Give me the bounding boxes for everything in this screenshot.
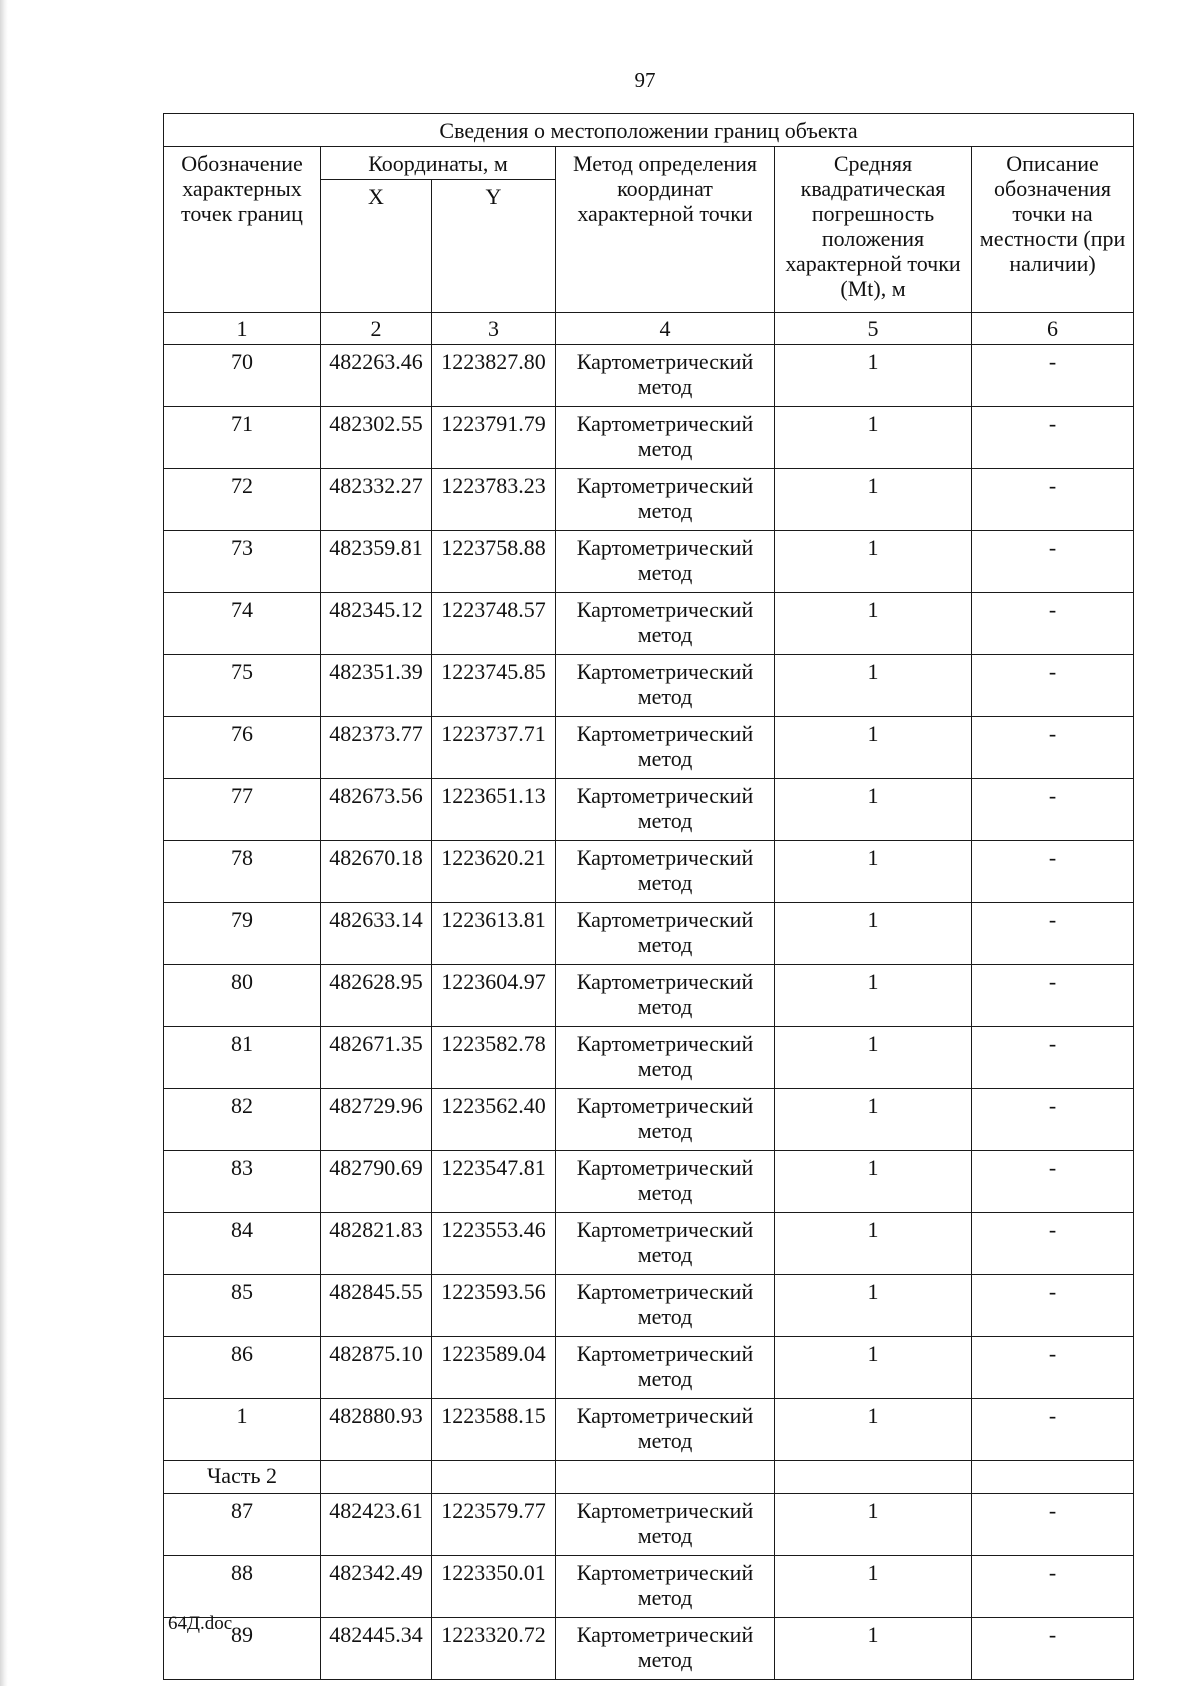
y-coordinate: 1223613.81	[432, 903, 556, 965]
method-line: Картометрический	[576, 845, 754, 870]
method	[556, 469, 775, 531]
method-line: Картометрический	[576, 411, 754, 436]
mean-error: 1	[775, 1556, 972, 1618]
point-number: 71	[164, 407, 321, 469]
x-coordinate: 482359.81	[321, 531, 432, 593]
x-coordinate: 482875.10	[321, 1337, 432, 1399]
table-row	[164, 531, 1134, 593]
header-mean-error: Средняя квадратическая погрешность положения характерной точки (Mt), м	[775, 147, 972, 313]
y-coordinate: 1223320.72	[432, 1618, 556, 1680]
y-coordinate: 1223783.23	[432, 469, 556, 531]
point-number: 85	[164, 1275, 321, 1337]
mean-error: 1	[775, 1399, 972, 1461]
method-line: Картометрический	[576, 535, 754, 560]
page-number: 97	[634, 68, 656, 92]
point-number: 89	[164, 1618, 321, 1680]
empty-cell	[972, 1461, 1134, 1494]
table-row	[164, 1337, 1134, 1399]
table-row	[164, 345, 1134, 407]
x-coordinate: 482302.55	[321, 407, 432, 469]
mean-error: 1	[775, 655, 972, 717]
point-number: 76	[164, 717, 321, 779]
empty-cell	[321, 1461, 432, 1494]
y-coordinate: 1223582.78	[432, 1027, 556, 1089]
header-x: X	[321, 180, 432, 313]
method	[556, 1494, 775, 1556]
method	[556, 1337, 775, 1399]
method	[556, 903, 775, 965]
y-coordinate: 1223758.88	[432, 531, 556, 593]
method-line: метод	[637, 1180, 693, 1205]
method-line: метод	[637, 1118, 693, 1143]
method	[556, 779, 775, 841]
point-number: 77	[164, 779, 321, 841]
x-coordinate: 482790.69	[321, 1151, 432, 1213]
point-description: -	[972, 407, 1134, 469]
method-line: метод	[637, 870, 693, 895]
method-line: Картометрический	[576, 349, 754, 374]
point-description: -	[972, 1027, 1134, 1089]
point-description: -	[972, 469, 1134, 531]
y-coordinate: 1223579.77	[432, 1494, 556, 1556]
point-description: -	[972, 1618, 1134, 1680]
table-row	[164, 1027, 1134, 1089]
point-number: 84	[164, 1213, 321, 1275]
mean-error: 1	[775, 531, 972, 593]
header-y: Y	[432, 180, 556, 313]
point-description: -	[972, 1337, 1134, 1399]
mean-error: 1	[775, 717, 972, 779]
mean-error: 1	[775, 1213, 972, 1275]
x-coordinate: 482342.49	[321, 1556, 432, 1618]
method-line: Картометрический	[576, 721, 754, 746]
x-coordinate: 482671.35	[321, 1027, 432, 1089]
point-number: 72	[164, 469, 321, 531]
method-line: метод	[637, 1366, 693, 1391]
x-coordinate: 482880.93	[321, 1399, 432, 1461]
method-line: Картометрический	[576, 1093, 754, 1118]
point-description: -	[972, 717, 1134, 779]
method	[556, 717, 775, 779]
point-number: 81	[164, 1027, 321, 1089]
point-number: 87	[164, 1494, 321, 1556]
table-body-part1	[164, 345, 1134, 1461]
method	[556, 1151, 775, 1213]
empty-cell	[432, 1461, 556, 1494]
mean-error: 1	[775, 965, 972, 1027]
part-label-row	[164, 1461, 1134, 1494]
method-line: Картометрический	[576, 1155, 754, 1180]
point-description: -	[972, 1089, 1134, 1151]
mean-error: 1	[775, 1089, 972, 1151]
method-line: метод	[637, 808, 693, 833]
y-coordinate: 1223651.13	[432, 779, 556, 841]
x-coordinate: 482633.14	[321, 903, 432, 965]
table-body-part2	[164, 1494, 1134, 1680]
method	[556, 407, 775, 469]
method	[556, 593, 775, 655]
mean-error: 1	[775, 1337, 972, 1399]
method-line: Картометрический	[576, 597, 754, 622]
method	[556, 965, 775, 1027]
y-coordinate: 1223745.85	[432, 655, 556, 717]
x-coordinate: 482845.55	[321, 1275, 432, 1337]
point-number: 78	[164, 841, 321, 903]
x-coordinate: 482628.95	[321, 965, 432, 1027]
scan-edge	[0, 0, 8, 1686]
header-method: Метод определения координат характерной точки	[556, 147, 775, 313]
method-line: метод	[637, 1523, 693, 1548]
table-row	[164, 655, 1134, 717]
method-line: метод	[637, 932, 693, 957]
x-coordinate: 482821.83	[321, 1213, 432, 1275]
method	[556, 1399, 775, 1461]
method-line: Картометрический	[576, 783, 754, 808]
method-line: метод	[637, 374, 693, 399]
point-description: -	[972, 1275, 1134, 1337]
method-line: метод	[637, 746, 693, 771]
point-number: 75	[164, 655, 321, 717]
method-line: Картометрический	[576, 659, 754, 684]
point-number: 83	[164, 1151, 321, 1213]
method-line: Картометрический	[576, 1560, 754, 1585]
table-row	[164, 717, 1134, 779]
method-line: метод	[637, 1056, 693, 1081]
y-coordinate: 1223748.57	[432, 593, 556, 655]
mean-error: 1	[775, 903, 972, 965]
method-line: метод	[637, 1242, 693, 1267]
column-number: 6	[972, 313, 1134, 345]
x-coordinate: 482670.18	[321, 841, 432, 903]
column-number: 1	[164, 313, 321, 345]
method-line: метод	[637, 1304, 693, 1329]
method	[556, 1275, 775, 1337]
header-coordinates: Координаты, м	[321, 147, 556, 180]
method	[556, 841, 775, 903]
point-description: -	[972, 345, 1134, 407]
method-line: Картометрический	[576, 1403, 754, 1428]
method	[556, 1556, 775, 1618]
method-line: Картометрический	[576, 907, 754, 932]
table-row	[164, 469, 1134, 531]
column-number: 2	[321, 313, 432, 345]
method-line: Картометрический	[576, 1217, 754, 1242]
method-line: метод	[637, 1647, 693, 1672]
y-coordinate: 1223553.46	[432, 1213, 556, 1275]
mean-error: 1	[775, 469, 972, 531]
method-line: метод	[637, 560, 693, 585]
point-description: -	[972, 1213, 1134, 1275]
mean-error: 1	[775, 407, 972, 469]
table-row	[164, 1494, 1134, 1556]
mean-error: 1	[775, 345, 972, 407]
x-coordinate: 482263.46	[321, 345, 432, 407]
method	[556, 655, 775, 717]
mean-error: 1	[775, 1618, 972, 1680]
method-line: Картометрический	[576, 1341, 754, 1366]
method-line: метод	[637, 1585, 693, 1610]
method-line: Картометрический	[576, 1622, 754, 1647]
y-coordinate: 1223350.01	[432, 1556, 556, 1618]
method-line: метод	[637, 498, 693, 523]
method	[556, 1027, 775, 1089]
mean-error: 1	[775, 1027, 972, 1089]
x-coordinate: 482445.34	[321, 1618, 432, 1680]
point-description: -	[972, 593, 1134, 655]
x-coordinate: 482345.12	[321, 593, 432, 655]
mean-error: 1	[775, 593, 972, 655]
y-coordinate: 1223588.15	[432, 1399, 556, 1461]
point-description: -	[972, 965, 1134, 1027]
point-description: -	[972, 1151, 1134, 1213]
part-label: Часть 2	[164, 1461, 321, 1494]
point-number: 82	[164, 1089, 321, 1151]
table-row	[164, 1151, 1134, 1213]
table-row	[164, 1618, 1134, 1680]
mean-error: 1	[775, 1151, 972, 1213]
mean-error: 1	[775, 1275, 972, 1337]
boundary-coordinates-table	[163, 113, 1134, 1680]
table-row	[164, 593, 1134, 655]
table-row	[164, 407, 1134, 469]
y-coordinate: 1223827.80	[432, 345, 556, 407]
y-coordinate: 1223620.21	[432, 841, 556, 903]
point-description: -	[972, 779, 1134, 841]
empty-cell	[556, 1461, 775, 1494]
column-number-row	[164, 313, 1134, 345]
table-title: Сведения о местоположении границ объекта	[164, 114, 1134, 147]
part-separator	[164, 1461, 1134, 1494]
x-coordinate: 482729.96	[321, 1089, 432, 1151]
footer-filename: 64Д.doc	[168, 1613, 233, 1634]
column-number: 5	[775, 313, 972, 345]
table-row	[164, 779, 1134, 841]
y-coordinate: 1223562.40	[432, 1089, 556, 1151]
x-coordinate: 482351.39	[321, 655, 432, 717]
method	[556, 1618, 775, 1680]
header-point-designation: Обозначение характерных точек границ	[164, 147, 321, 313]
method-line: метод	[637, 1428, 693, 1453]
method-line: Картометрический	[576, 1279, 754, 1304]
method	[556, 345, 775, 407]
point-number: 79	[164, 903, 321, 965]
x-coordinate: 482332.27	[321, 469, 432, 531]
point-number: 70	[164, 345, 321, 407]
empty-cell	[775, 1461, 972, 1494]
table-row	[164, 1399, 1134, 1461]
point-description: -	[972, 1399, 1134, 1461]
method	[556, 1089, 775, 1151]
x-coordinate: 482423.61	[321, 1494, 432, 1556]
y-coordinate: 1223791.79	[432, 407, 556, 469]
column-number: 3	[432, 313, 556, 345]
point-description: -	[972, 841, 1134, 903]
method	[556, 531, 775, 593]
point-number: 80	[164, 965, 321, 1027]
table-row	[164, 965, 1134, 1027]
point-number: 74	[164, 593, 321, 655]
y-coordinate: 1223593.56	[432, 1275, 556, 1337]
mean-error: 1	[775, 841, 972, 903]
y-coordinate: 1223604.97	[432, 965, 556, 1027]
table-row	[164, 1089, 1134, 1151]
table-row	[164, 841, 1134, 903]
table-row	[164, 1275, 1134, 1337]
method-line: Картометрический	[576, 969, 754, 994]
point-description: -	[972, 1494, 1134, 1556]
y-coordinate: 1223547.81	[432, 1151, 556, 1213]
table-row	[164, 1213, 1134, 1275]
method-line: метод	[637, 994, 693, 1019]
table-row	[164, 903, 1134, 965]
y-coordinate: 1223589.04	[432, 1337, 556, 1399]
point-number: 88	[164, 1556, 321, 1618]
mean-error: 1	[775, 779, 972, 841]
point-description: -	[972, 655, 1134, 717]
point-description: -	[972, 1556, 1134, 1618]
method-line: Картометрический	[576, 1498, 754, 1523]
table-row	[164, 1556, 1134, 1618]
x-coordinate: 482673.56	[321, 779, 432, 841]
x-coordinate: 482373.77	[321, 717, 432, 779]
method-line: Картометрический	[576, 473, 754, 498]
method-line: метод	[637, 622, 693, 647]
method-line: Картометрический	[576, 1031, 754, 1056]
mean-error: 1	[775, 1494, 972, 1556]
point-description: -	[972, 531, 1134, 593]
point-number: 73	[164, 531, 321, 593]
point-number: 86	[164, 1337, 321, 1399]
y-coordinate: 1223737.71	[432, 717, 556, 779]
point-number: 1	[164, 1399, 321, 1461]
method	[556, 1213, 775, 1275]
method-line: метод	[637, 436, 693, 461]
header-description: Описание обозначения точки на местности (при наличии)	[972, 147, 1134, 313]
point-description: -	[972, 903, 1134, 965]
column-number: 4	[556, 313, 775, 345]
method-line: метод	[637, 684, 693, 709]
